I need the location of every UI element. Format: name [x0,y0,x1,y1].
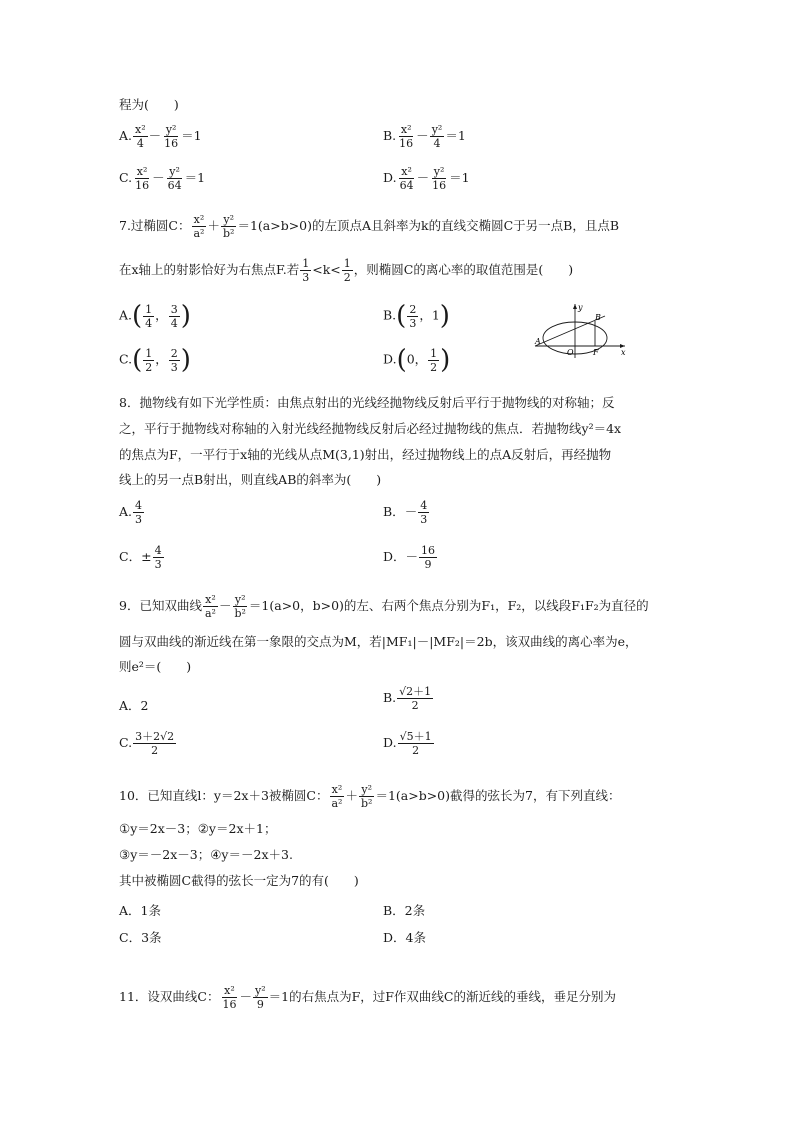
q9-stem-line-3: 则e²＝( ) [119,659,192,674]
q10-stem-question: 其中被椭圆C截得的弦长一定为7的有( ) [119,873,359,888]
q10-option-d[interactable]: D．4条 [383,930,426,945]
q6-option-d[interactable]: D. $\frac{\text{x²}}{64}$ － $\frac{\text{y²}}{16}$ ＝1 [383,165,470,192]
q8-option-b[interactable]: B．－ $\frac{4}{3}$ [383,499,428,526]
q10-option-c[interactable]: C．3条 [119,930,162,945]
q8-stem-line-3: 的焦点为F，一平行于x轴的光线从点M(3,1)射出，经过抛物线上的点A反射后，再经抛物 [119,447,612,462]
q9-stem-line-1: 9．已知双曲线 $\frac{\text{x²}}{\text{a²}}$ － $\frac{\text{y²}}{\text{b²}}$ ＝1(a>0，b>0)的左、右两个焦点分别为F₁，F₂，以线段F₁F₂为直径的 [119,593,649,620]
q6-option-a[interactable]: A. $\frac{\text{x²}}{4}$ － $\frac{\text{y²}}{16}$ ＝1 [119,123,202,150]
q9-option-d[interactable]: D. $\frac{√5+1}{2}$ [383,730,432,757]
q6-option-c[interactable]: C. $\frac{\text{x²}}{16}$ － $\frac{\text{y²}}{64}$ ＝1 [119,165,206,192]
q9-option-c[interactable]: C. $\frac{3+2√2}{2}$ [119,730,175,757]
q8-stem-line-4: 线上的另一点B射出，则直线AB的斜率为( ) [119,472,382,487]
label-y: y [578,303,583,312]
q8-option-a[interactable]: A. $\frac{4}{3}$ [119,499,143,526]
label-b: B [595,313,601,322]
q9-stem-line-2: 圆与双曲线的渐近线在第一象限的交点为M，若|MF₁|－|MF₂|＝2b，该双曲线的离心率为e， [119,634,638,649]
q8-option-d[interactable]: D．－ $\frac{16}{9}$ [383,544,436,571]
q6-stem-tail: 程为( ) [119,97,179,112]
q8-stem-line-2: 之，平行于抛物线对称轴的入射光线经抛物线反射后必经过抛物线的焦点．若抛物线y²＝4x [119,421,622,436]
q7-option-b[interactable]: B.( $\frac{2}{3}$ ，1) [383,301,450,331]
q7-option-c[interactable]: C.( $\frac{1}{2}$ ， $\frac{2}{3}$ ) [119,345,191,375]
label-o: O [567,348,574,357]
q10-option-b[interactable]: B．2条 [383,903,426,918]
q9-option-a[interactable]: A．2 [119,698,149,713]
q10-candidate-lines-2: ③y＝－2x－3；④y＝－2x＋3. [119,847,293,862]
q10-candidate-lines-1: ①y＝2x－3；②y＝2x＋1； [119,821,277,836]
figure-axes [535,304,625,358]
q10-option-a[interactable]: A．1条 [119,903,161,918]
q7-stem-line-2: 在x轴上的射影恰好为右焦点F.若 $\frac{1}{3}$ <k< $\frac{1}{2}$ ，则椭圆C的离心率的取值范围是( ) [119,257,574,284]
q6-option-b[interactable]: B. $\frac{\text{x²}}{16}$ － $\frac{\text{y²}}{4}$ ＝1 [383,123,466,150]
label-x: x [621,348,626,357]
label-a: A [535,337,541,346]
q11-stem-line-1: 11．设双曲线C： $\frac{\text{x²}}{16}$ － $\frac{\text{y²}}{9}$ ＝1的右焦点为F，过F作双曲线C的渐近线的垂线，垂足分别为 [119,984,616,1011]
label-f: F [593,348,599,357]
q7-ellipse-figure [533,302,629,358]
q7-option-a[interactable]: A.( $\frac{1}{4}$ ， $\frac{3}{4}$ ) [119,301,191,331]
y-axis-arrow [573,304,577,309]
q7-stem-line-1: 7.过椭圆C： $\frac{\text{x²}}{\text{a²}}$ ＋ $\frac{\text{y²}}{\text{b²}}$ ＝1(a>b>0)的左顶点A且斜率为k的直线交椭圆C于另一点B，且点B [119,213,620,240]
q7-option-d[interactable]: D.(0， $\frac{1}{2}$ ) [383,345,451,375]
q9-option-b[interactable]: B. $\frac{√2+1}{2}$ [383,685,432,712]
q8-stem-line-1: 8．抛物线有如下光学性质：由焦点射出的光线经抛物线反射后平行于抛物线的对称轴；反 [119,395,615,410]
q8-option-c[interactable]: C．± $\frac{4}{3}$ [119,544,162,571]
q10-stem-line-1: 10．已知直线l：y＝2x＋3被椭圆C： $\frac{\text{x²}}{\text{a²}}$ ＋ $\frac{\text{y²}}{\text{b²}}$ ＝1(a>b>0)截得的弦长为7，有下列直线： [119,783,621,810]
